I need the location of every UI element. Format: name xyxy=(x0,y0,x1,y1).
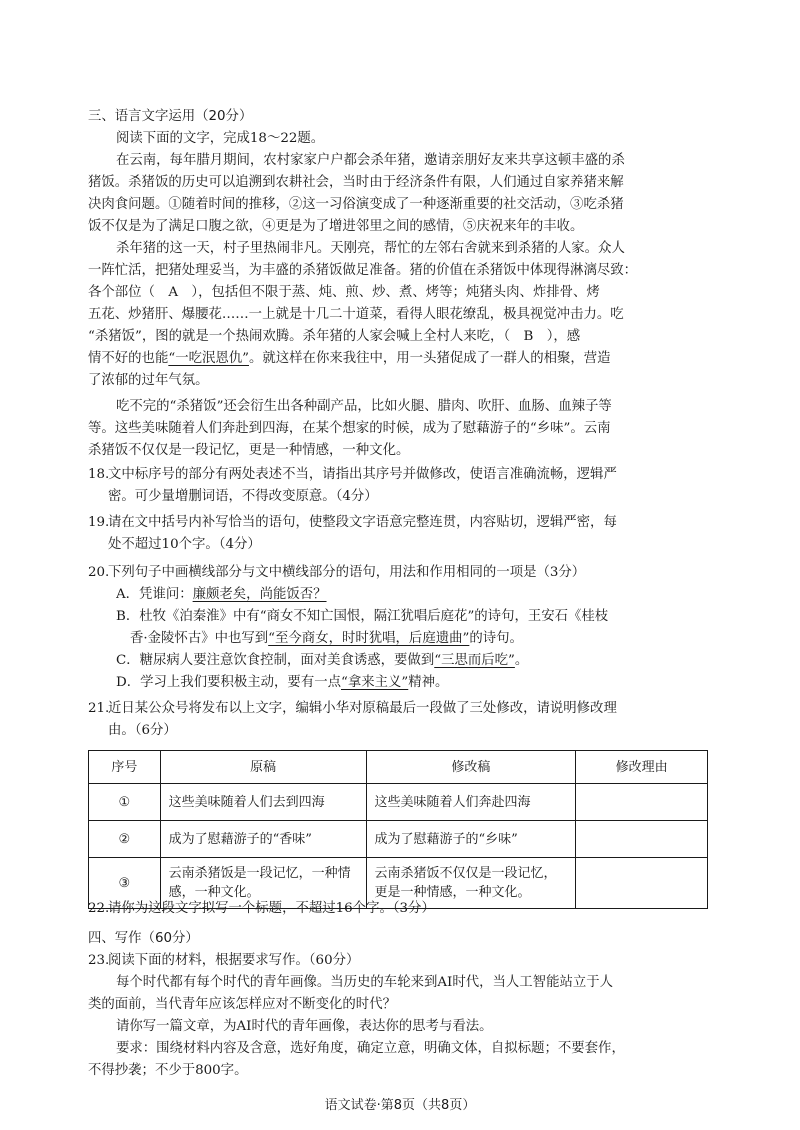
q23-number: 23. xyxy=(88,953,110,968)
reason-cell[interactable] xyxy=(576,784,708,821)
table-header: 序号 xyxy=(89,751,161,784)
requirement-line: 不得抄袭；不少于800字。 xyxy=(88,1063,248,1078)
q19-text: 请在文中括号内补写恰当的语句，使整段文字语意完整连贯，内容贴切，逻辑严密，每 xyxy=(108,515,617,530)
passage-p1-line: 饭不仅是为了满足口腹之欲，④更是为了增进邻里之间的感情，⑤庆祝来年的丰收。 xyxy=(88,219,584,234)
requirement-line: 要求：围绕材料内容及含意，选好角度，确定立意，明确文体，自拟标题；不要套作， xyxy=(116,1041,625,1056)
revised-text: 云南杀猪饭不仅仅是一段记忆，更是一种情感，一种文化。 xyxy=(366,858,576,909)
underlined-phrase: 廉颇老矣，尚能饭否？ xyxy=(192,587,327,602)
underlined-phrase: “至今商女，时时犹唱，后庭遗曲” xyxy=(268,631,470,646)
table-header: 修改稿 xyxy=(366,751,576,784)
passage-p3-line: 杀猪饭不仅仅是一段记忆，更是一种情感，一种文化。 xyxy=(88,443,410,458)
passage-p1-line: 在云南，每年腊月期间，农村家家户户都会杀年猪，邀请亲朋好友来共享这顿丰盛的杀 xyxy=(116,153,625,168)
material-line: 每个时代都有每个时代的青年画像。当历史的车轮来到AI时代，当人工智能站立于人 xyxy=(116,975,614,990)
text-segment: 。就这样在你来我往中，用一头猪促成了一群人的相聚，营造 xyxy=(249,351,611,366)
revised-text: 成为了慰藉游子的“乡味” xyxy=(366,821,576,858)
q19-text: 处不超过10个字。（4分） xyxy=(108,537,261,552)
row-number: ③ xyxy=(89,858,161,909)
table-header-row xyxy=(89,751,708,784)
text-segment: 香·金陵怀古》中也写到 xyxy=(130,631,269,646)
text-segment: D．学习上我们要积极主动，要有一点 xyxy=(116,675,341,690)
q18-text: 文中标序号的部分有两处表述不当，请指出其序号并做修改，使语言准确流畅，逻辑严 xyxy=(108,467,617,482)
q18-text: 密。可少量增删词语，不得改变原意。（4分） xyxy=(108,489,378,504)
text-segment: 精神。 xyxy=(408,675,449,690)
q19-number: 19. xyxy=(88,515,110,530)
passage-p2-line: 了浓郁的过年气氛。 xyxy=(88,373,209,388)
passage-p2-line: 一阵忙活，把猪处理妥当，为丰盛的杀猪饭做足准备。猪的价值在杀猪饭中体现得淋漓尽致： xyxy=(88,263,638,278)
q20-stem: 下列句子中画横线部分与文中横线部分的语句，用法和作用相同的一项是（3分） xyxy=(108,565,586,580)
passage-p2-line: 各个部位（ A ），包括但不限于蒸、炖、煎、炒、煮、烤等；炖猪头肉、炸排骨、烤 xyxy=(88,285,600,300)
q20-number: 20. xyxy=(88,565,110,580)
q20-option-b: B．杜牧《泊秦淮》中有“商女不知亡国恨，隔江犹唱后庭花”的诗句，王安石《桂枝 xyxy=(116,609,609,624)
material-line: 类的面前，当代青年应该怎样应对不断变化的时代？ xyxy=(88,997,396,1012)
original-text: 成为了慰藉游子的“香味” xyxy=(160,821,366,858)
revision-table xyxy=(88,750,708,909)
underlined-phrase: “三思而后吃” xyxy=(434,653,515,668)
passage-p1-line: 猪饭。杀猪饭的历史可以追溯到农耕社会，当时由于经济条件有限，人们通过自家养猪来解 xyxy=(88,175,624,190)
original-text: 云南杀猪饭是一段记忆，一种情感，一种文化。 xyxy=(160,858,366,909)
reason-cell[interactable] xyxy=(576,821,708,858)
table-header: 修改理由 xyxy=(576,751,708,784)
q21-text: 由。（6分） xyxy=(108,723,177,738)
row-number: ② xyxy=(89,821,161,858)
row-number: ① xyxy=(89,784,161,821)
text-segment: C．糖尿病人要注意饮食控制，面对美食诱惑，要做到 xyxy=(116,653,435,668)
text-segment: A．凭谁问： xyxy=(116,587,193,602)
section3-title: 三、语言文字运用（20分） xyxy=(88,109,253,124)
text-segment: 情不好的也能 xyxy=(88,351,169,366)
q18-number: 18. xyxy=(88,467,110,482)
section4-title: 四、写作（60分） xyxy=(88,931,199,946)
table-row xyxy=(89,821,708,858)
original-text: 这些美味随着人们去到四海 xyxy=(160,784,366,821)
table-row xyxy=(89,784,708,821)
page-footer: 语文试卷·第8页（共8页） xyxy=(324,1098,476,1113)
task-line: 请你写一篇文章，为AI时代的青年画像，表达你的思考与看法。 xyxy=(116,1019,493,1034)
passage-p2-line: 五花、炒猪肝、爆腰花……一上就是十几二十道菜，看得人眼花缭乱，极具视觉冲击力。吃 xyxy=(88,307,624,322)
passage-p3-line: 吃不完的“杀猪饭”还会衍生出各种副产品，比如火腿、腊肉、吹肝、血肠、血辣子等 xyxy=(116,399,612,414)
text-segment: 。 xyxy=(514,653,529,668)
underlined-phrase: “一吃泯恩仇” xyxy=(168,351,249,366)
passage-p3-line: 等。这些美味随着人们奔赴到四海，在某个想家的时候，成为了慰藉游子的“乡味”。云南 xyxy=(88,421,611,436)
table-header: 原稿 xyxy=(160,751,366,784)
section3-intro: 阅读下面的文字，完成18～22题。 xyxy=(116,131,325,146)
underlined-phrase: “拿来主义” xyxy=(341,675,409,690)
q22-number: 22. xyxy=(88,901,110,916)
text-segment: 的诗句。 xyxy=(469,631,523,646)
q21-text: 近日某公众号将发布以上文字，编辑小华对原稿最后一段做了三处修改，请说明修改理 xyxy=(108,701,617,716)
q21-number: 21. xyxy=(88,701,110,716)
q23-stem: 阅读下面的材料，根据要求写作。（60分） xyxy=(108,953,360,968)
q22-text: 请你为这段文字拟写一个标题，不超过16个字。（3分） xyxy=(108,901,435,916)
passage-p1-line: 决肉食问题。①随着时间的推移，②这一习俗演变成了一种逐渐重要的社交活动，③吃杀猪 xyxy=(88,197,624,212)
passage-p2-line: “杀猪饭”，图的就是一个热闹欢腾。杀年猪的人家会喊上全村人来吃，（ B ），感 xyxy=(88,329,581,344)
revised-text: 这些美味随着人们奔赴四海 xyxy=(366,784,576,821)
passage-p2-line: 杀年猪的这一天，村子里热闹非凡。天刚亮，帮忙的左邻右舍就来到杀猪的人家。众人 xyxy=(116,241,625,256)
